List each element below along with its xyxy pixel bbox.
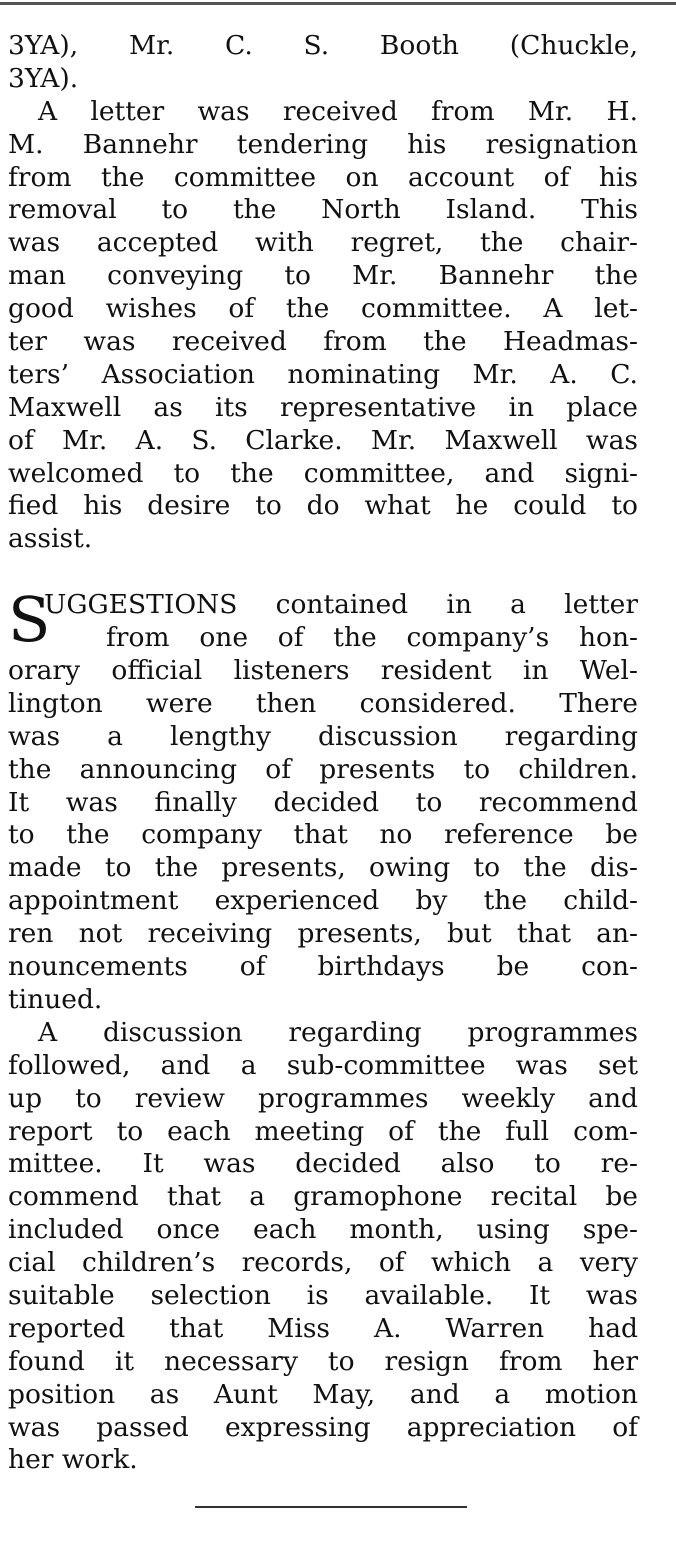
text-line: A letter was received from Mr. H. — [38, 95, 638, 127]
drop-cap-line-text: UGGESTIONS contained in a letter — [44, 589, 638, 621]
text-line: Maxwell as its representative in place — [8, 391, 638, 423]
text-line: followed, and a sub-committee was set — [8, 1049, 638, 1081]
paragraph-1 — [8, 30, 638, 96]
text-line: 3YA), Mr. C. S. Booth (Chuckle, — [8, 30, 638, 61]
text-line — [8, 589, 638, 622]
text-line: removal to the North Island. This — [8, 194, 638, 226]
text-line: position as Aunt May, and a motion — [8, 1378, 638, 1410]
text-line: was passed expressing appreciation of — [8, 1411, 638, 1443]
text-line: commend that a gramophone recital be — [8, 1181, 638, 1213]
paragraph-4 — [8, 1017, 638, 1477]
text-line: her work. — [8, 1444, 138, 1476]
paragraph-2 — [8, 96, 638, 556]
text-line: from one of the company’s hon- — [106, 622, 638, 654]
text-line: report to each meeting of the full com- — [8, 1115, 638, 1147]
text-line: M. Bannehr tendering his resignation — [8, 128, 638, 160]
text-line: nouncements of birthdays be con- — [8, 951, 638, 983]
text-line: reported that Miss A. Warren had — [8, 1312, 638, 1344]
text-line: ren not receiving presents, but that an- — [8, 918, 638, 950]
text-line: was a lengthy discussion regarding — [8, 720, 638, 752]
text-line: of Mr. A. S. Clarke. Mr. Maxwell was — [8, 424, 638, 456]
text-line: found it necessary to resign from her — [8, 1345, 638, 1377]
text-line: 3YA). — [8, 62, 79, 94]
text-line: orary official listeners resident in Wel- — [8, 655, 638, 687]
text-line: up to review programmes weekly and — [8, 1082, 638, 1114]
text-line: cial children’s records, of which a very — [8, 1247, 638, 1279]
text-line: A discussion regarding programmes — [38, 1016, 638, 1048]
text-line: ters’ Association nominating Mr. A. C. — [8, 358, 638, 390]
text-line: to the company that no reference be — [8, 819, 638, 851]
text-line: was accepted with regret, the chair- — [8, 227, 638, 259]
text-line: lington were then considered. There — [8, 687, 638, 719]
paragraph-3 — [8, 583, 638, 1017]
text-line: appointment experienced by the child- — [8, 885, 638, 917]
text-line: ter was received from the Headmas- — [8, 326, 638, 358]
text-line: fied his desire to do what he could to — [8, 490, 638, 522]
text-line: welcomed to the committee, and signi- — [8, 457, 638, 489]
text-line: tinued. — [8, 983, 103, 1015]
drop-cap: S — [8, 583, 51, 657]
text-line: mittee. It was decided also to re- — [8, 1148, 638, 1180]
bottom-rule — [195, 1506, 467, 1508]
text-line: included once each month, using spe- — [8, 1214, 638, 1246]
text-line: man conveying to Mr. Bannehr the — [8, 260, 638, 292]
text-line: It was finally decided to recommend — [8, 786, 638, 818]
text-line: made to the presents, owing to the dis- — [8, 852, 638, 884]
text-line: good wishes of the committee. A let- — [8, 293, 638, 325]
text-line: from the committee on account of his — [8, 161, 638, 193]
text-line: suitable selection is available. It was — [8, 1279, 638, 1311]
article-column — [8, 30, 638, 1477]
text-line: the announcing of presents to children. — [8, 753, 638, 785]
top-rule — [0, 2, 676, 5]
text-line: assist. — [8, 523, 93, 555]
